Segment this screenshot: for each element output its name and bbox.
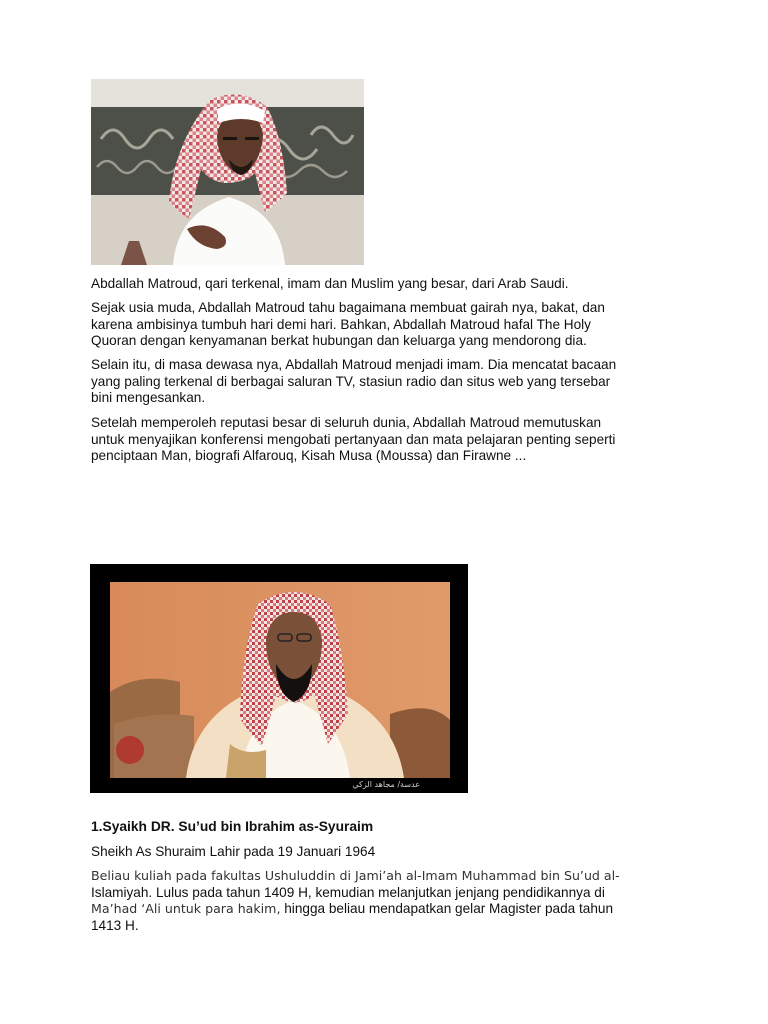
photo-credit-caption: عدسة/ مجاهد الزكي	[352, 780, 420, 789]
text-line: karena ambisinya tumbuh hari demi hari. Bahkan, Abdallah Matroud hafal The Holy	[91, 316, 591, 332]
text-line: untuk menyajikan konferensi mengobati pertanyaan dan mata pelajaran penting seperti	[91, 431, 616, 447]
text-line: Sejak usia muda, Abdallah Matroud tahu bagaimana membuat gairah nya, bakat, dan	[91, 300, 605, 315]
portrait-image	[90, 564, 468, 793]
text-line: Selain itu, di masa dewasa nya, Abdallah Matroud menjadi imam. Dia mencatat bacaan	[91, 357, 617, 372]
text-line-segment: hingga beliau mendapatkan gelar Magister pada tahun	[280, 901, 613, 916]
paragraph-imam-career	[91, 357, 691, 407]
text-line: 1413 H.	[91, 917, 139, 933]
section-heading: 1.Syaikh DR. Su’ud bin Ibrahim as-Syuraim	[91, 819, 374, 834]
text-line: yang paling terkenal di berbagai saluran TV, stasiun radio dan situs web yang tersebar	[91, 373, 611, 389]
paragraph-reputation	[91, 415, 691, 465]
text-line: Beliau kuliah pada fakultas Ushuluddin di Jami’ah al-Imam Muhammad bin Su’ud al-	[91, 868, 620, 883]
text-line: bini mengesankan.	[91, 390, 206, 405]
paragraph-education	[91, 868, 711, 934]
text-line: penciptaan Man, biografi Alfarouq, Kisah Musa (Moussa) dan Firawne ...	[91, 448, 527, 463]
photo-syaikh-syuraim	[90, 564, 468, 793]
text-line: Quoran dengan kenyamanan berkat hubungan dan keluarga yang mendorong dia.	[91, 333, 587, 348]
text-line: Islamiyah. Lulus pada tahun 1409 H, kemudian melanjutkan jenjang pendidikannya di	[91, 884, 605, 900]
intro-paragraph: Abdallah Matroud, qari terkenal, imam dan Muslim yang besar, dari Arab Saudi.	[91, 276, 569, 291]
text-line-segment: Ma’had ‘Ali untuk para hakim,	[91, 901, 281, 916]
text-line: Setelah memperoleh reputasi besar di seluruh dunia, Abdallah Matroud memutuskan	[91, 415, 602, 430]
paragraph-early-life	[91, 300, 691, 350]
photo-abdallah-matroud	[91, 79, 364, 265]
birth-paragraph: Sheikh As Shuraim Lahir pada 19 Januari 1964	[91, 844, 376, 859]
portrait-image	[91, 79, 364, 265]
